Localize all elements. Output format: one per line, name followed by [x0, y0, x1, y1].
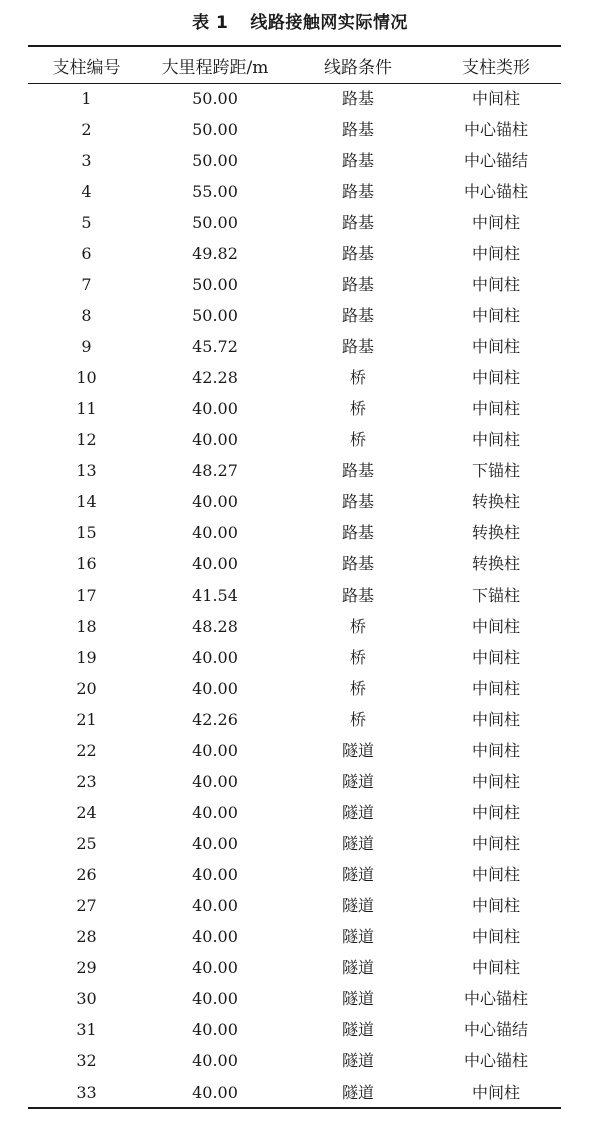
table-row [28, 363, 561, 394]
cell-span-length: 42.26 [192, 709, 238, 729]
cell-line-condition: 路基 [341, 243, 374, 263]
cell-pole-type: 中间柱 [471, 865, 520, 885]
cell-pole-number: 23 [76, 771, 97, 791]
table-row [28, 394, 561, 425]
cell-span-length: 40.00 [192, 989, 238, 1009]
cell-pole-number: 25 [76, 834, 97, 854]
cell-line-condition: 路基 [341, 212, 374, 232]
table-row [28, 797, 561, 828]
cell-pole-type: 中间柱 [471, 647, 520, 667]
cell-line-condition: 隧道 [341, 1082, 374, 1102]
cell-span-length: 48.27 [192, 461, 238, 481]
cell-pole-type: 中间柱 [471, 678, 520, 698]
cell-span-length: 40.00 [192, 523, 238, 543]
cell-line-condition: 路基 [341, 305, 374, 325]
cell-pole-number: 24 [76, 802, 97, 822]
cell-pole-type: 中间柱 [471, 802, 520, 822]
cell-line-condition: 桥 [349, 647, 366, 667]
table-row [28, 860, 561, 891]
cell-line-condition: 隧道 [341, 834, 374, 854]
cell-span-length: 40.00 [192, 896, 238, 916]
table-row [28, 642, 561, 673]
header-row [28, 47, 561, 83]
cell-line-condition: 路基 [341, 523, 374, 543]
cell-span-length: 40.00 [192, 678, 238, 698]
cell-pole-type: 中间柱 [471, 274, 520, 294]
cell-span-length: 40.00 [192, 492, 238, 512]
cell-pole-type: 中间柱 [471, 430, 520, 450]
cell-pole-type: 转换柱 [471, 492, 520, 512]
cell-pole-type: 中心锚柱 [463, 989, 528, 1009]
table-row [28, 1077, 561, 1108]
cell-span-length: 42.28 [192, 368, 238, 388]
cell-span-length: 40.00 [192, 834, 238, 854]
header-line-condition: 线路条件 [324, 57, 392, 78]
cell-line-condition: 桥 [349, 399, 366, 419]
header-pole-number: 支柱编号 [52, 57, 121, 78]
cell-line-condition: 隧道 [341, 771, 374, 791]
cell-pole-number: 19 [76, 647, 97, 667]
cell-pole-number: 26 [76, 865, 97, 885]
cell-span-length: 41.54 [192, 585, 238, 605]
cell-line-condition: 桥 [349, 709, 366, 729]
cell-pole-number: 21 [76, 709, 97, 729]
cell-span-length: 40.00 [192, 430, 238, 450]
cell-line-condition: 隧道 [341, 1051, 374, 1071]
cell-line-condition: 隧道 [341, 927, 374, 947]
cell-pole-number: 30 [76, 989, 97, 1009]
cell-pole-type: 中心锚柱 [463, 181, 528, 201]
cell-pole-type: 中间柱 [471, 709, 520, 729]
table-row [28, 735, 561, 766]
cell-pole-number: 32 [76, 1051, 97, 1071]
cell-line-condition: 桥 [349, 678, 366, 698]
cell-pole-type: 转换柱 [471, 523, 520, 543]
table-caption [0, 8, 600, 33]
cell-span-length: 40.00 [192, 740, 238, 760]
cell-pole-type: 中心锚结 [463, 1020, 528, 1040]
cell-line-condition: 路基 [341, 337, 374, 357]
table-row [28, 922, 561, 953]
cell-line-condition: 隧道 [341, 1020, 374, 1040]
cell-span-length: 40.00 [192, 927, 238, 947]
cell-pole-number: 9 [81, 337, 92, 357]
cell-pole-number: 20 [76, 678, 97, 698]
cell-pole-number: 28 [76, 927, 97, 947]
table-row [28, 425, 561, 456]
table-row [28, 673, 561, 704]
cell-pole-number: 12 [76, 430, 97, 450]
cell-span-length: 49.82 [192, 243, 238, 263]
cell-pole-type: 中间柱 [471, 771, 520, 791]
table-row [28, 332, 561, 363]
cell-pole-number: 6 [81, 243, 92, 263]
catenary-table [28, 47, 561, 1108]
cell-pole-number: 2 [81, 119, 92, 139]
cell-span-length: 45.72 [192, 337, 238, 357]
cell-span-length: 40.00 [192, 554, 238, 574]
cell-span-length: 48.28 [192, 616, 238, 636]
table-body [28, 83, 561, 1108]
cell-pole-type: 中间柱 [471, 243, 520, 263]
cell-line-condition: 路基 [341, 554, 374, 574]
cell-pole-number: 15 [76, 523, 97, 543]
table-bottom-rule [28, 1107, 561, 1109]
cell-span-length: 40.00 [192, 771, 238, 791]
cell-pole-number: 3 [81, 150, 92, 170]
cell-pole-type: 下锚柱 [471, 461, 520, 481]
cell-span-length: 50.00 [192, 88, 238, 108]
cell-span-length: 40.00 [192, 802, 238, 822]
cell-pole-type: 下锚柱 [471, 585, 520, 605]
table-header [28, 47, 561, 83]
table-row [28, 83, 561, 114]
cell-line-condition: 路基 [341, 88, 374, 108]
table-row [28, 269, 561, 300]
cell-line-condition: 路基 [341, 274, 374, 294]
cell-line-condition: 隧道 [341, 740, 374, 760]
cell-span-length: 40.00 [192, 647, 238, 667]
table-title: 线路接触网实际情况 [250, 13, 408, 33]
cell-pole-type: 中间柱 [471, 368, 520, 388]
cell-pole-type: 中间柱 [471, 834, 520, 854]
cell-span-length: 50.00 [192, 150, 238, 170]
cell-line-condition: 路基 [341, 461, 374, 481]
cell-pole-number: 5 [81, 212, 92, 232]
cell-pole-type: 中间柱 [471, 616, 520, 636]
table-row [28, 176, 561, 207]
cell-pole-type: 中间柱 [471, 88, 520, 108]
cell-pole-type: 中心锚柱 [463, 1051, 528, 1071]
cell-pole-type: 中心锚柱 [463, 119, 528, 139]
cell-span-length: 50.00 [192, 212, 238, 232]
cell-line-condition: 隧道 [341, 896, 374, 916]
cell-pole-type: 中心锚结 [463, 150, 528, 170]
table-row [28, 518, 561, 549]
table-row [28, 114, 561, 145]
cell-pole-number: 11 [76, 399, 97, 419]
cell-pole-number: 17 [76, 585, 97, 605]
cell-line-condition: 路基 [341, 585, 374, 605]
cell-pole-number: 10 [76, 368, 97, 388]
table-row [28, 953, 561, 984]
table-row [28, 145, 561, 176]
cell-pole-number: 8 [81, 305, 92, 325]
cell-line-condition: 路基 [341, 181, 374, 201]
cell-pole-number: 13 [76, 461, 97, 481]
cell-span-length: 50.00 [192, 274, 238, 294]
cell-pole-type: 中间柱 [471, 399, 520, 419]
cell-pole-number: 16 [76, 554, 97, 574]
table-row [28, 704, 561, 735]
cell-pole-number: 1 [81, 88, 92, 108]
cell-line-condition: 桥 [349, 368, 366, 388]
cell-pole-number: 31 [76, 1020, 97, 1040]
table-row [28, 487, 561, 518]
cell-pole-number: 27 [76, 896, 97, 916]
cell-line-condition: 路基 [341, 492, 374, 512]
cell-span-length: 40.00 [192, 865, 238, 885]
cell-line-condition: 隧道 [341, 865, 374, 885]
cell-pole-number: 33 [76, 1082, 97, 1102]
cell-line-condition: 路基 [341, 119, 374, 139]
cell-span-length: 40.00 [192, 1082, 238, 1102]
table-row [28, 829, 561, 860]
cell-pole-type: 中间柱 [471, 740, 520, 760]
cell-span-length: 40.00 [192, 399, 238, 419]
table-row [28, 891, 561, 922]
cell-pole-type: 中间柱 [471, 927, 520, 947]
cell-line-condition: 路基 [341, 150, 374, 170]
cell-pole-type: 中间柱 [471, 305, 520, 325]
table-row [28, 1046, 561, 1077]
cell-span-length: 55.00 [192, 181, 238, 201]
cell-line-condition: 桥 [349, 616, 366, 636]
cell-pole-number: 22 [76, 740, 97, 760]
table-row [28, 238, 561, 269]
cell-pole-type: 转换柱 [471, 554, 520, 574]
cell-line-condition: 桥 [349, 430, 366, 450]
table-row [28, 766, 561, 797]
header-span-length: 大里程跨距/m [161, 57, 269, 78]
cell-span-length: 40.00 [192, 1051, 238, 1071]
cell-line-condition: 隧道 [341, 802, 374, 822]
cell-pole-type: 中间柱 [471, 958, 520, 978]
cell-line-condition: 隧道 [341, 958, 374, 978]
cell-pole-type: 中间柱 [471, 896, 520, 916]
cell-span-length: 50.00 [192, 305, 238, 325]
table-row [28, 549, 561, 580]
table-row [28, 580, 561, 611]
table-row [28, 611, 561, 642]
header-pole-type: 支柱类形 [462, 57, 530, 78]
cell-span-length: 40.00 [192, 958, 238, 978]
table-row [28, 456, 561, 487]
cell-pole-type: 中间柱 [471, 212, 520, 232]
table-row [28, 207, 561, 238]
cell-pole-number: 7 [81, 274, 92, 294]
cell-pole-number: 14 [76, 492, 97, 512]
cell-span-length: 50.00 [192, 119, 238, 139]
table-row [28, 1015, 561, 1046]
table-number: 表 1 [192, 13, 229, 33]
cell-pole-number: 4 [81, 181, 92, 201]
cell-span-length: 40.00 [192, 1020, 238, 1040]
table-row [28, 984, 561, 1015]
cell-line-condition: 隧道 [341, 989, 374, 1009]
cell-pole-number: 29 [76, 958, 97, 978]
table-row [28, 300, 561, 331]
cell-pole-number: 18 [76, 616, 97, 636]
cell-pole-type: 中间柱 [471, 1082, 520, 1102]
cell-pole-type: 中间柱 [471, 337, 520, 357]
